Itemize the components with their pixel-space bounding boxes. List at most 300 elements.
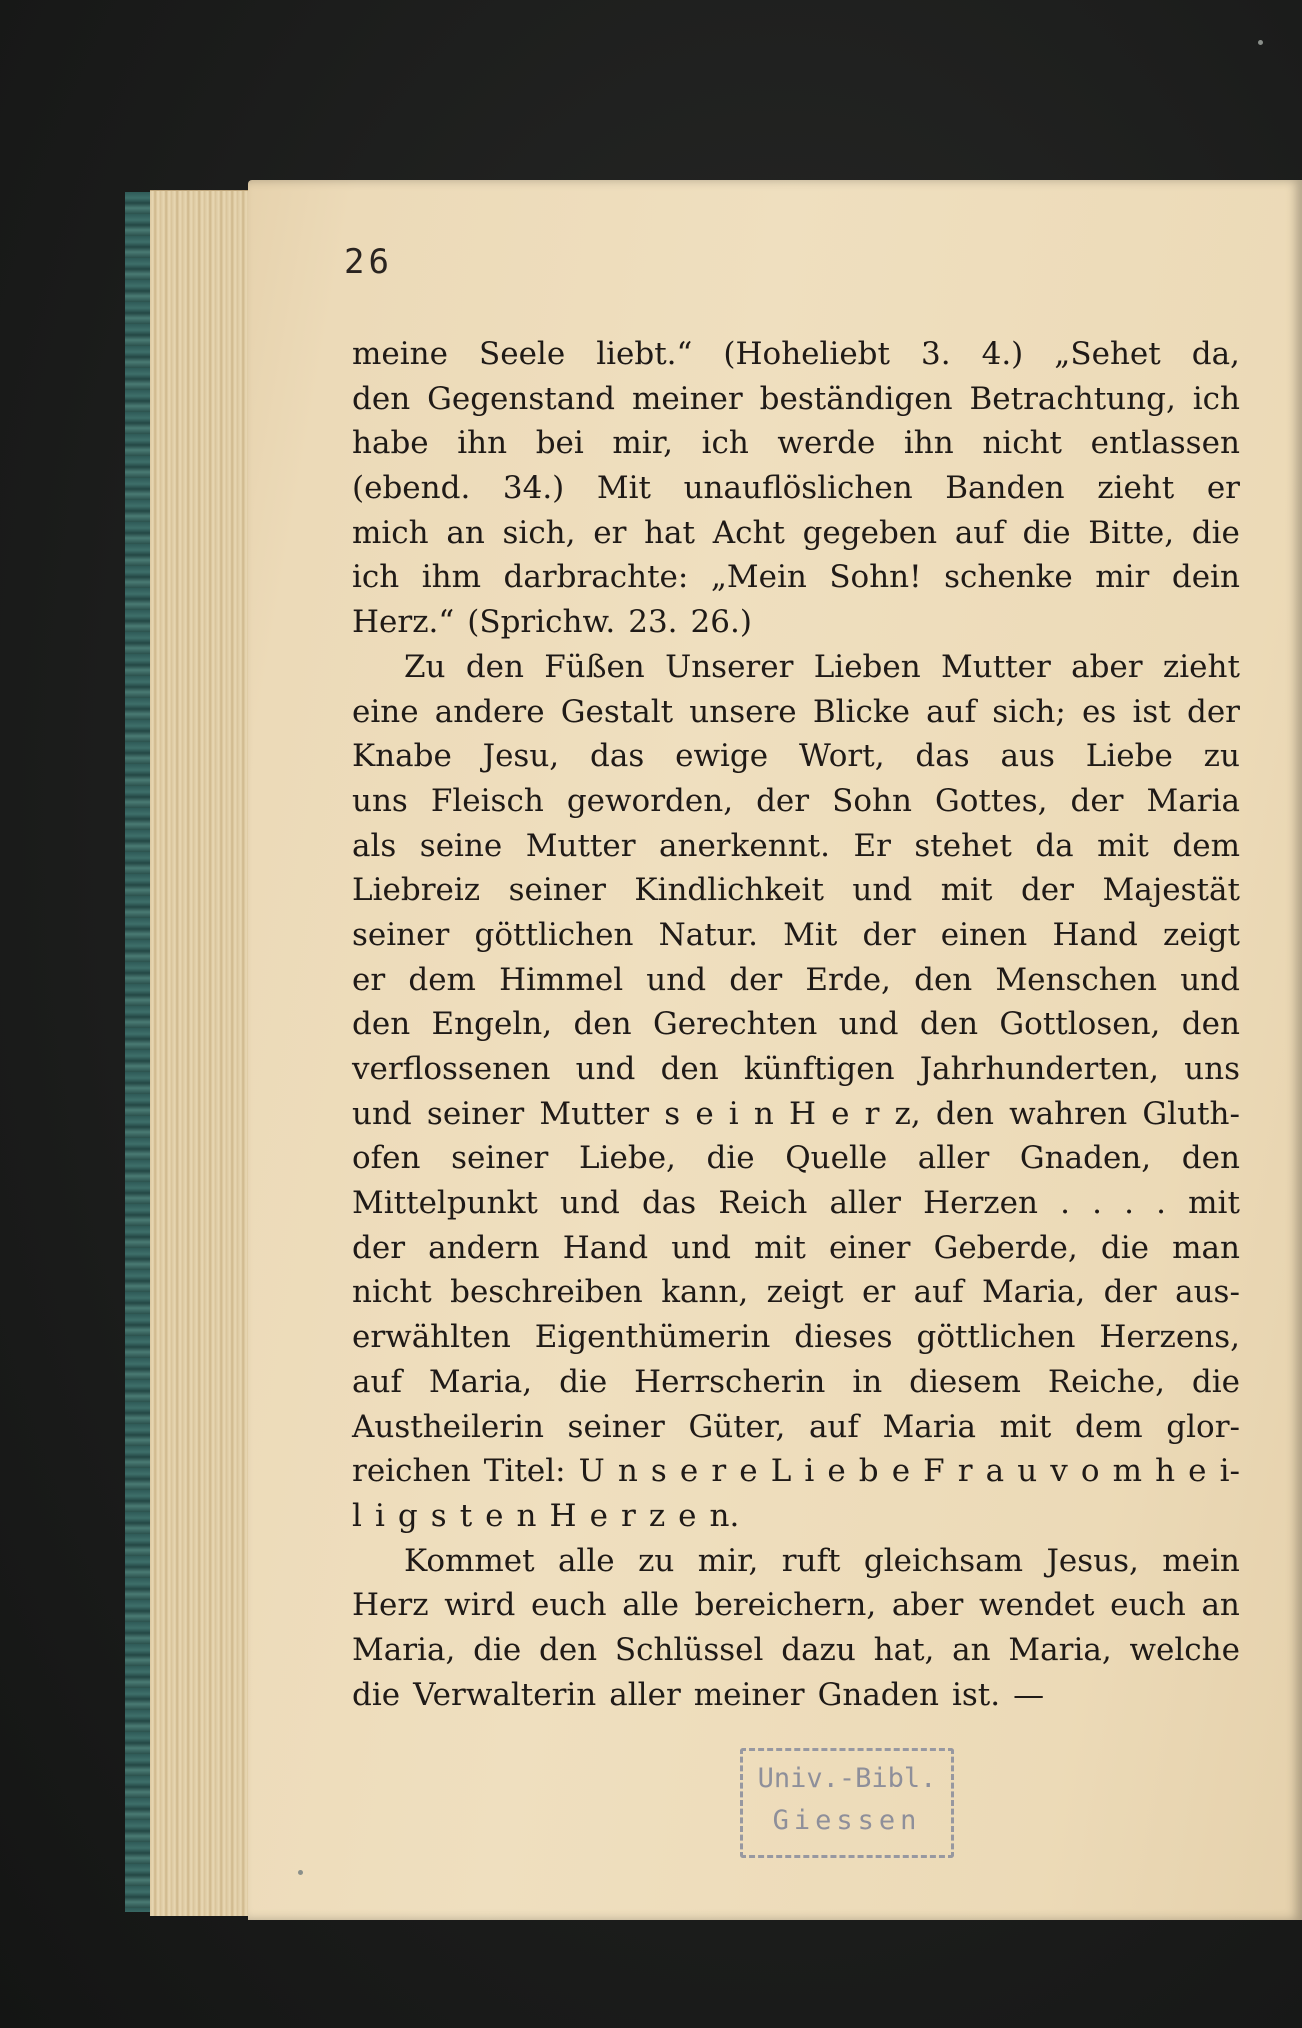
text-line xyxy=(352,377,1240,422)
word: aber xyxy=(891,1587,964,1624)
word: u xyxy=(1017,1453,1038,1490)
word: e xyxy=(485,1497,504,1534)
word: Herrscherin xyxy=(634,1363,826,1400)
word: die xyxy=(706,1140,755,1177)
word: das xyxy=(590,738,645,775)
word: „Mein xyxy=(710,559,807,596)
word: mir, xyxy=(697,1542,759,1579)
word: e xyxy=(739,1453,758,1490)
word: Titel: xyxy=(483,1453,566,1490)
word: sich; xyxy=(992,693,1066,730)
word: ruft xyxy=(781,1542,841,1579)
word: Herz xyxy=(352,1587,429,1624)
word: den xyxy=(914,961,973,998)
word: Menschen xyxy=(995,961,1158,998)
word: Lieben xyxy=(813,648,921,685)
word: „Sehet xyxy=(1054,336,1161,372)
text-line xyxy=(352,511,1240,556)
word: seiner xyxy=(508,872,606,909)
word: gleichsam xyxy=(863,1542,1024,1579)
text-line xyxy=(352,1047,1240,1092)
word: Jesu, xyxy=(482,738,560,775)
word: Eigenthümerin xyxy=(534,1319,771,1356)
text-line xyxy=(352,1360,1240,1405)
word: auf xyxy=(808,1408,859,1445)
word: g xyxy=(397,1497,418,1534)
word: i xyxy=(374,1497,385,1534)
word: Engeln, xyxy=(431,1006,553,1043)
word: Maria, xyxy=(428,1363,533,1400)
word: dem xyxy=(408,961,476,998)
word: Güter, xyxy=(688,1408,786,1445)
word: s xyxy=(664,1095,681,1132)
word: euch xyxy=(530,1587,607,1624)
word: und xyxy=(671,1229,731,1266)
word: da xyxy=(1035,827,1074,864)
word: i- xyxy=(1219,1453,1240,1490)
word: glor- xyxy=(1166,1408,1240,1445)
word: göttlichen xyxy=(474,916,634,953)
word: (ebend. xyxy=(352,470,471,507)
word: der xyxy=(1020,872,1074,909)
word: habe xyxy=(352,425,429,462)
word: wendet xyxy=(979,1587,1095,1624)
word: der xyxy=(1070,782,1124,819)
word: stehet xyxy=(914,827,1012,864)
word: Herz.“ xyxy=(352,604,455,641)
word: mein xyxy=(1162,1542,1240,1579)
text-line xyxy=(352,1539,1240,1584)
word: s xyxy=(650,1453,667,1490)
word: e xyxy=(1188,1453,1207,1490)
word: 26.) xyxy=(690,604,752,641)
word: und xyxy=(852,872,913,909)
word: der xyxy=(1186,693,1240,730)
text-line xyxy=(352,779,1240,824)
word: an xyxy=(1201,1587,1240,1624)
word: Kommet xyxy=(404,1542,535,1579)
text-line xyxy=(352,421,1240,466)
word: Geberde, xyxy=(933,1229,1078,1266)
word: r xyxy=(711,1453,727,1490)
text-line xyxy=(352,1226,1240,1271)
word: U xyxy=(578,1453,605,1490)
word: n. xyxy=(709,1497,740,1534)
word: Hand xyxy=(562,1229,649,1266)
word: zeigt xyxy=(766,1274,844,1311)
word: beschreiben xyxy=(450,1274,643,1311)
word: künftigen xyxy=(743,1051,895,1087)
word: mir xyxy=(1095,559,1150,596)
word: werde xyxy=(777,425,876,462)
word: dem xyxy=(1172,827,1240,864)
word: Verwalterin xyxy=(413,1676,597,1713)
word: alle xyxy=(558,1542,615,1579)
word: Herzen xyxy=(923,1185,1038,1222)
word: s xyxy=(430,1497,447,1534)
word: i xyxy=(728,1095,739,1132)
word: den xyxy=(538,1631,598,1668)
word: bereichern, xyxy=(694,1587,877,1624)
word: Schlüssel xyxy=(614,1631,764,1668)
word: dem xyxy=(1075,1408,1143,1445)
word: Hand xyxy=(1052,916,1138,953)
word: die xyxy=(1100,1229,1149,1266)
word: wahren xyxy=(1009,1095,1128,1132)
word: den xyxy=(1181,1140,1240,1177)
word: der xyxy=(1103,1274,1157,1311)
word: v xyxy=(1050,1453,1068,1490)
word: und xyxy=(575,1051,636,1087)
word: Zu xyxy=(404,648,446,685)
word: Mit xyxy=(783,916,838,953)
word: ist. xyxy=(951,1676,1001,1713)
word: ihn xyxy=(457,425,508,462)
text-line xyxy=(352,1270,1240,1315)
word: Erde, xyxy=(805,961,891,998)
word: andern xyxy=(428,1229,540,1266)
word: auf xyxy=(926,693,977,730)
word: t xyxy=(459,1497,473,1534)
word: n xyxy=(753,1095,774,1132)
word: i xyxy=(804,1453,815,1490)
word: andere xyxy=(434,693,545,730)
word: Liebreiz xyxy=(352,872,481,909)
text-line xyxy=(352,1449,1240,1494)
word: seiner xyxy=(451,1140,549,1177)
word: eine xyxy=(352,693,419,730)
word: mir, xyxy=(612,425,673,462)
word: Bitte, xyxy=(1088,514,1175,551)
dust-speck xyxy=(1258,40,1263,45)
word: den xyxy=(352,1006,411,1043)
word: er xyxy=(352,961,386,998)
word: zu xyxy=(638,1542,675,1579)
text-line xyxy=(352,1583,1240,1628)
word: das xyxy=(641,1185,697,1222)
word: auf xyxy=(954,514,1005,551)
text-line xyxy=(352,734,1240,779)
text-line xyxy=(352,555,1240,600)
word: den xyxy=(660,1051,719,1087)
word: uns xyxy=(1184,1051,1240,1087)
word: . xyxy=(1060,1185,1070,1222)
word: beständigen xyxy=(759,380,953,417)
word: die xyxy=(473,1631,522,1668)
library-stamp xyxy=(740,1748,954,1858)
word: b xyxy=(858,1453,879,1490)
word: l xyxy=(352,1497,362,1534)
word: Austheilerin xyxy=(352,1408,544,1445)
word: m xyxy=(1112,1453,1143,1490)
text-line xyxy=(352,1315,1240,1360)
text-line xyxy=(352,690,1240,735)
word: an xyxy=(446,514,485,551)
word: Gottlosen, xyxy=(999,1006,1161,1043)
word: den xyxy=(573,1006,632,1043)
word: 34.) xyxy=(502,470,565,507)
word: mit xyxy=(1188,1185,1240,1222)
word: nicht xyxy=(982,425,1063,462)
word: darbrachte: xyxy=(503,559,689,596)
word: Gnaden xyxy=(817,1676,939,1713)
word: ihn xyxy=(903,425,954,462)
word: er xyxy=(593,514,627,551)
text-line xyxy=(352,1092,1240,1137)
word: Maria xyxy=(1146,782,1240,819)
word: Gerechten xyxy=(652,1006,818,1043)
word: Acht xyxy=(712,514,785,551)
word: Füßen xyxy=(544,648,645,685)
word: Betrachtung, xyxy=(969,380,1176,417)
word: Gegenstand xyxy=(427,380,616,417)
word: die xyxy=(559,1363,608,1400)
word: der xyxy=(862,916,916,953)
word: man xyxy=(1172,1229,1240,1266)
word: wird xyxy=(444,1587,516,1624)
word: r xyxy=(864,1095,880,1132)
word: seine xyxy=(419,827,503,864)
word: göttlichen xyxy=(916,1319,1076,1356)
word: Maria, xyxy=(352,1631,456,1668)
word: euch xyxy=(1110,1587,1186,1624)
word: die xyxy=(1191,1363,1240,1400)
word: erwählten xyxy=(352,1319,511,1356)
body-text xyxy=(352,332,1240,1717)
word: hat xyxy=(644,514,695,551)
word: Wort, xyxy=(799,738,885,775)
word: ihm xyxy=(421,559,481,596)
word: sich, xyxy=(502,514,576,551)
text-line xyxy=(352,868,1240,913)
word: n xyxy=(617,1453,638,1490)
word: Mutter xyxy=(525,827,636,864)
word: die xyxy=(352,1676,401,1713)
word: seiner xyxy=(352,916,450,953)
dust-speck xyxy=(298,1870,303,1875)
word: e xyxy=(679,1453,699,1490)
word: Reich xyxy=(718,1185,808,1222)
word: den xyxy=(465,648,524,685)
word: in xyxy=(852,1363,883,1400)
word: a xyxy=(985,1453,1005,1490)
word: Mutter xyxy=(941,648,1051,685)
word: der xyxy=(352,1229,406,1266)
text-line xyxy=(352,1181,1240,1226)
word: Majestät xyxy=(1102,872,1240,909)
word: den xyxy=(352,380,411,417)
word: o xyxy=(1080,1453,1100,1490)
word: uns xyxy=(352,782,408,819)
text-line xyxy=(352,913,1240,958)
word: der xyxy=(729,961,783,998)
word: mit xyxy=(1097,827,1149,864)
word: ich xyxy=(1192,380,1240,417)
word: unsere xyxy=(689,693,797,730)
word: ich xyxy=(701,425,749,462)
word: Knabe xyxy=(352,738,452,775)
word: den xyxy=(1181,1006,1240,1043)
word: — xyxy=(1013,1676,1045,1713)
word: meine xyxy=(352,336,448,372)
word: mich xyxy=(352,514,429,551)
text-line xyxy=(352,1628,1240,1673)
word: Herzens, xyxy=(1099,1319,1240,1356)
word: verflossenen xyxy=(352,1051,551,1087)
word: seiner xyxy=(426,1095,525,1132)
word: und xyxy=(352,1095,412,1132)
stamp-line-1: Univ.-Bibl. xyxy=(757,1763,937,1794)
word: e xyxy=(827,1453,846,1490)
page-number: 26 xyxy=(344,242,393,282)
word: H xyxy=(788,1095,816,1132)
word: Jahrhunderten, xyxy=(919,1051,1159,1087)
word: schenke xyxy=(944,559,1073,596)
word: liebt.“ xyxy=(596,336,693,372)
word: e xyxy=(695,1095,714,1132)
word: Er xyxy=(853,827,891,864)
word: unauflöslichen xyxy=(683,470,913,507)
word: er xyxy=(862,1274,896,1311)
text-line xyxy=(352,645,1240,690)
word: Himmel xyxy=(499,961,624,998)
word: die xyxy=(1022,514,1071,551)
word: Kindlichkeit xyxy=(634,872,824,909)
word: (Sprichw. xyxy=(467,604,616,641)
word: kann, xyxy=(661,1274,749,1311)
word: und xyxy=(560,1185,620,1222)
word: aber xyxy=(1071,648,1143,685)
word: Gluth- xyxy=(1142,1095,1240,1132)
word: Gottes, xyxy=(935,782,1048,819)
word: e xyxy=(678,1497,697,1534)
word: und xyxy=(838,1006,899,1043)
word: zu xyxy=(1203,738,1240,775)
word: Quelle xyxy=(785,1140,888,1177)
word: Maria, xyxy=(981,1274,1086,1311)
word: das xyxy=(915,738,970,775)
word: dazu xyxy=(781,1631,856,1668)
word: mit xyxy=(999,1408,1052,1445)
word: auf xyxy=(913,1274,964,1311)
word: Gnaden, xyxy=(1019,1140,1152,1177)
word: Sohn xyxy=(832,782,912,819)
word: zieht xyxy=(1097,470,1175,507)
word: bei xyxy=(535,425,584,462)
word: aller xyxy=(829,1185,901,1222)
word: . xyxy=(1124,1185,1134,1222)
word: der xyxy=(756,782,810,819)
word: an xyxy=(952,1631,991,1668)
word: Jesus, xyxy=(1046,1542,1139,1579)
text-line xyxy=(352,600,1240,645)
word: zeigt xyxy=(1163,916,1240,953)
word: es xyxy=(1082,693,1117,730)
word: Blicke xyxy=(812,693,910,730)
word: diesem xyxy=(909,1363,1021,1400)
text-line xyxy=(352,958,1240,1003)
word: reichen xyxy=(352,1453,471,1490)
page-edges xyxy=(150,190,260,1916)
word: Fleisch xyxy=(430,782,544,819)
word: aus xyxy=(1000,738,1055,775)
word: Mutter xyxy=(539,1095,650,1132)
word: r xyxy=(957,1453,973,1490)
word: ich xyxy=(352,559,400,596)
word: Maria xyxy=(882,1408,976,1445)
word: die xyxy=(1191,514,1240,551)
word: Liebe xyxy=(1085,738,1173,775)
word: 4.) xyxy=(981,336,1024,372)
word: ist xyxy=(1132,693,1171,730)
word: den xyxy=(919,1006,979,1043)
word: . xyxy=(1156,1185,1166,1222)
text-line xyxy=(352,1136,1240,1181)
word: e xyxy=(831,1095,850,1132)
word: aus- xyxy=(1175,1274,1240,1311)
word: n xyxy=(516,1497,537,1534)
text-line xyxy=(352,824,1240,869)
word: F xyxy=(923,1453,945,1490)
word: dieses xyxy=(794,1319,893,1356)
word: nicht xyxy=(352,1274,432,1311)
word: e xyxy=(891,1453,911,1490)
word: Mit xyxy=(596,470,651,507)
word: ewige xyxy=(675,738,769,775)
word: Maria, xyxy=(1008,1631,1112,1668)
word: zieht xyxy=(1162,648,1240,685)
word: L xyxy=(770,1453,792,1490)
word: meiner xyxy=(631,380,743,417)
word: einen xyxy=(940,916,1028,953)
stamp-line-2: Giessen xyxy=(772,1805,922,1836)
word: Banden xyxy=(945,470,1065,507)
word: einer xyxy=(829,1229,911,1266)
text-line xyxy=(352,1405,1240,1450)
word: 23. xyxy=(628,604,678,641)
word: aller xyxy=(917,1140,990,1177)
word: dein xyxy=(1171,559,1240,596)
word: ofen xyxy=(352,1140,421,1177)
word: mit xyxy=(754,1229,806,1266)
text-line xyxy=(352,1002,1240,1047)
word: Natur. xyxy=(658,916,758,953)
word: seiner xyxy=(567,1408,665,1445)
word: geworden, xyxy=(566,782,734,819)
word: meiner xyxy=(693,1676,805,1713)
word: hat, xyxy=(873,1631,935,1668)
word: Reiche, xyxy=(1047,1363,1165,1400)
word: z, xyxy=(894,1095,921,1132)
word: da, xyxy=(1191,336,1240,372)
word: den xyxy=(935,1095,995,1132)
word: Liebe, xyxy=(579,1140,676,1177)
word: mit xyxy=(940,872,993,909)
word: (Hoheliebt xyxy=(723,336,890,372)
word: gegeben xyxy=(802,514,938,551)
word: 3. xyxy=(921,336,951,372)
word: Gestalt xyxy=(560,693,674,730)
word: . xyxy=(1092,1185,1102,1222)
word: h xyxy=(1155,1453,1176,1490)
word: und xyxy=(1180,961,1240,998)
word: z xyxy=(648,1497,666,1534)
word: H xyxy=(549,1497,577,1534)
word: alle xyxy=(622,1587,679,1624)
text-line xyxy=(352,332,1240,377)
word: Mittelpunkt xyxy=(352,1185,538,1222)
word: Seele xyxy=(478,336,566,372)
